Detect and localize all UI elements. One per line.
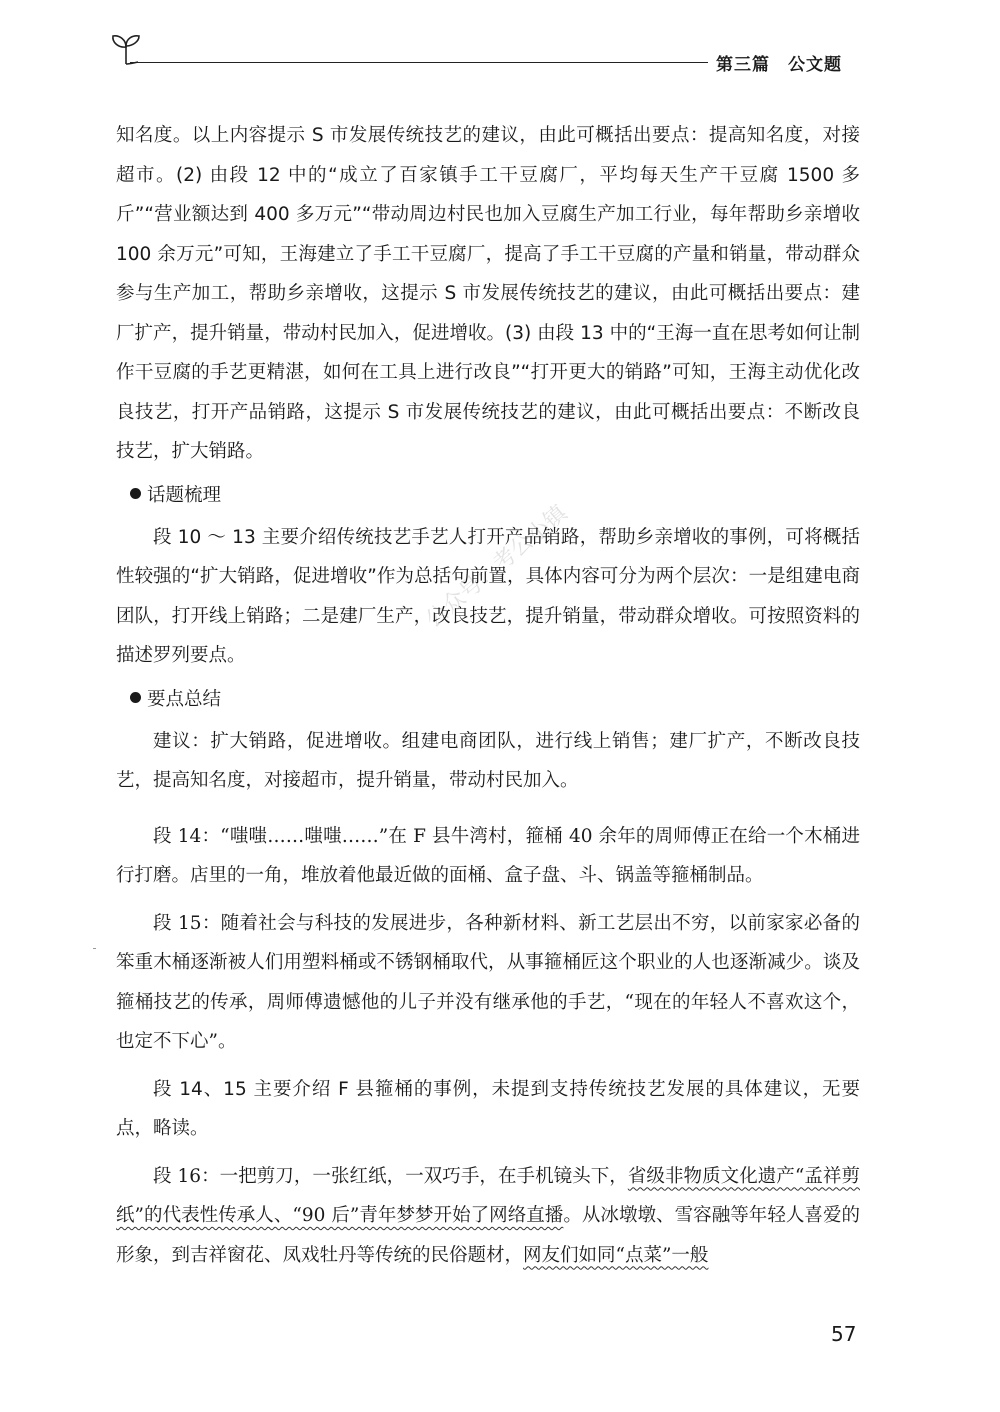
text-segment: 段 16：一把剪刀，一张红纸，一双巧手，在手机镜头下， xyxy=(153,1165,628,1187)
paragraph-analysis: 知名度。以上内容提示 S 市发展传统技艺的建议，由此可概括出要点：提高知名度，对接超市。(2) 由段 12 中的“成立了百家镇手工干豆腐厂，平均每天生产干豆腐 1500 多斤”“营业额达到 400 多万元”“带动周边村民也加入豆腐生产加工行业，每年帮助乡亲增收 100 余万元”可知，王海建立了手工干豆腐厂，提高了手工干豆腐的产量和销量，带动群众参与生产加工，帮助乡亲增收，这提示 S 市发展传统技艺的建议，由此可概括出要点：建厂扩产，提升销量，带动村民加入，促进增收。(3) 由段 13 中的“王海一直在思考如何让制作干豆腐的手艺更精湛，如何在工具上进行改良”“打开更大的销路”可知，王海主动优化改良技艺，打开产品销路，这提示 S 市发展传统技艺的建议，由此可概括出要点：不断改良技艺，扩大销路。 xyxy=(116,125,860,462)
bullet-heading-topic xyxy=(116,478,860,514)
paragraph-material-15: 段 15：随着社会与科技的发展进步，各种新材料、新工艺层出不穷，以前家家必备的笨重木桶逐渐被人们用塑料桶或不锈钢桶取代，从事箍桶匠这个职业的人也逐渐减少。谈及箍桶技艺的传承，周师傅遗憾他的儿子并没有继承他的手艺，“现在的年轻人不喜欢这个，也定不下心”。 xyxy=(116,912,860,1052)
paragraph-topic: 段 10 ～ 13 主要介绍传统技艺手艺人打开产品销路，帮助乡亲增收的事例，可将概括性较强的“扩大销路，促进增收”作为总括句前置，具体内容可分为两个层次：一是组建电商团队，打开线上销路；二是建厂生产，改良技艺，提升销量，带动群众增收。可按照资料的描述罗列要点。 xyxy=(116,526,860,666)
bullet-label: 话题梳理 xyxy=(147,484,222,506)
underlined-key-text: 网友们如同“点菜”一般 xyxy=(523,1244,709,1266)
watermark: 公众号：考公小镇 xyxy=(421,500,573,633)
page-body xyxy=(116,116,860,1275)
underlined-key-text: 省级非物质文化遗产“孟祥剪纸”的代表性传承人、“90 后”青年梦梦开始了网络直播 xyxy=(116,1165,860,1226)
paragraph-material-14: 段 14：“嗤嗤……嗤嗤……”在 F 县牛湾村，箍桶 40 余年的周师傅正在给一个木桶进行打磨。店里的一角，堆放着他最近做的面桶、盒子盘、斗、锅盖等箍桶制品。 xyxy=(116,825,860,886)
bullet-label: 要点总结 xyxy=(147,688,222,710)
paragraph-note-14-15: 段 14、15 主要介绍 F 县箍桶的事例，未提到支持传统技艺发展的具体建议，无要点，略读。 xyxy=(116,1078,860,1139)
paragraph-material-16 xyxy=(116,1157,860,1276)
sprout-icon xyxy=(108,32,144,66)
bullet-dot-icon xyxy=(130,692,141,703)
page-number: 57 xyxy=(831,1322,857,1346)
margin-mark xyxy=(93,948,96,949)
paragraph-summary: 建议：扩大销路，促进增收。组建电商团队，进行线上销售；建厂扩产，不断改良技艺，提高知名度，对接超市，提升销量，带动村民加入。 xyxy=(116,730,860,791)
bullet-dot-icon xyxy=(130,488,141,499)
bullet-heading-summary xyxy=(116,682,860,718)
text-segment: 。从冰墩墩、雪容融等年轻人喜爱的形象，到吉祥窗花、凤戏牡丹等传统的民俗题材， xyxy=(116,1205,860,1266)
header-rule xyxy=(130,62,708,63)
chapter-title: 第三篇 公文题 xyxy=(716,55,842,75)
